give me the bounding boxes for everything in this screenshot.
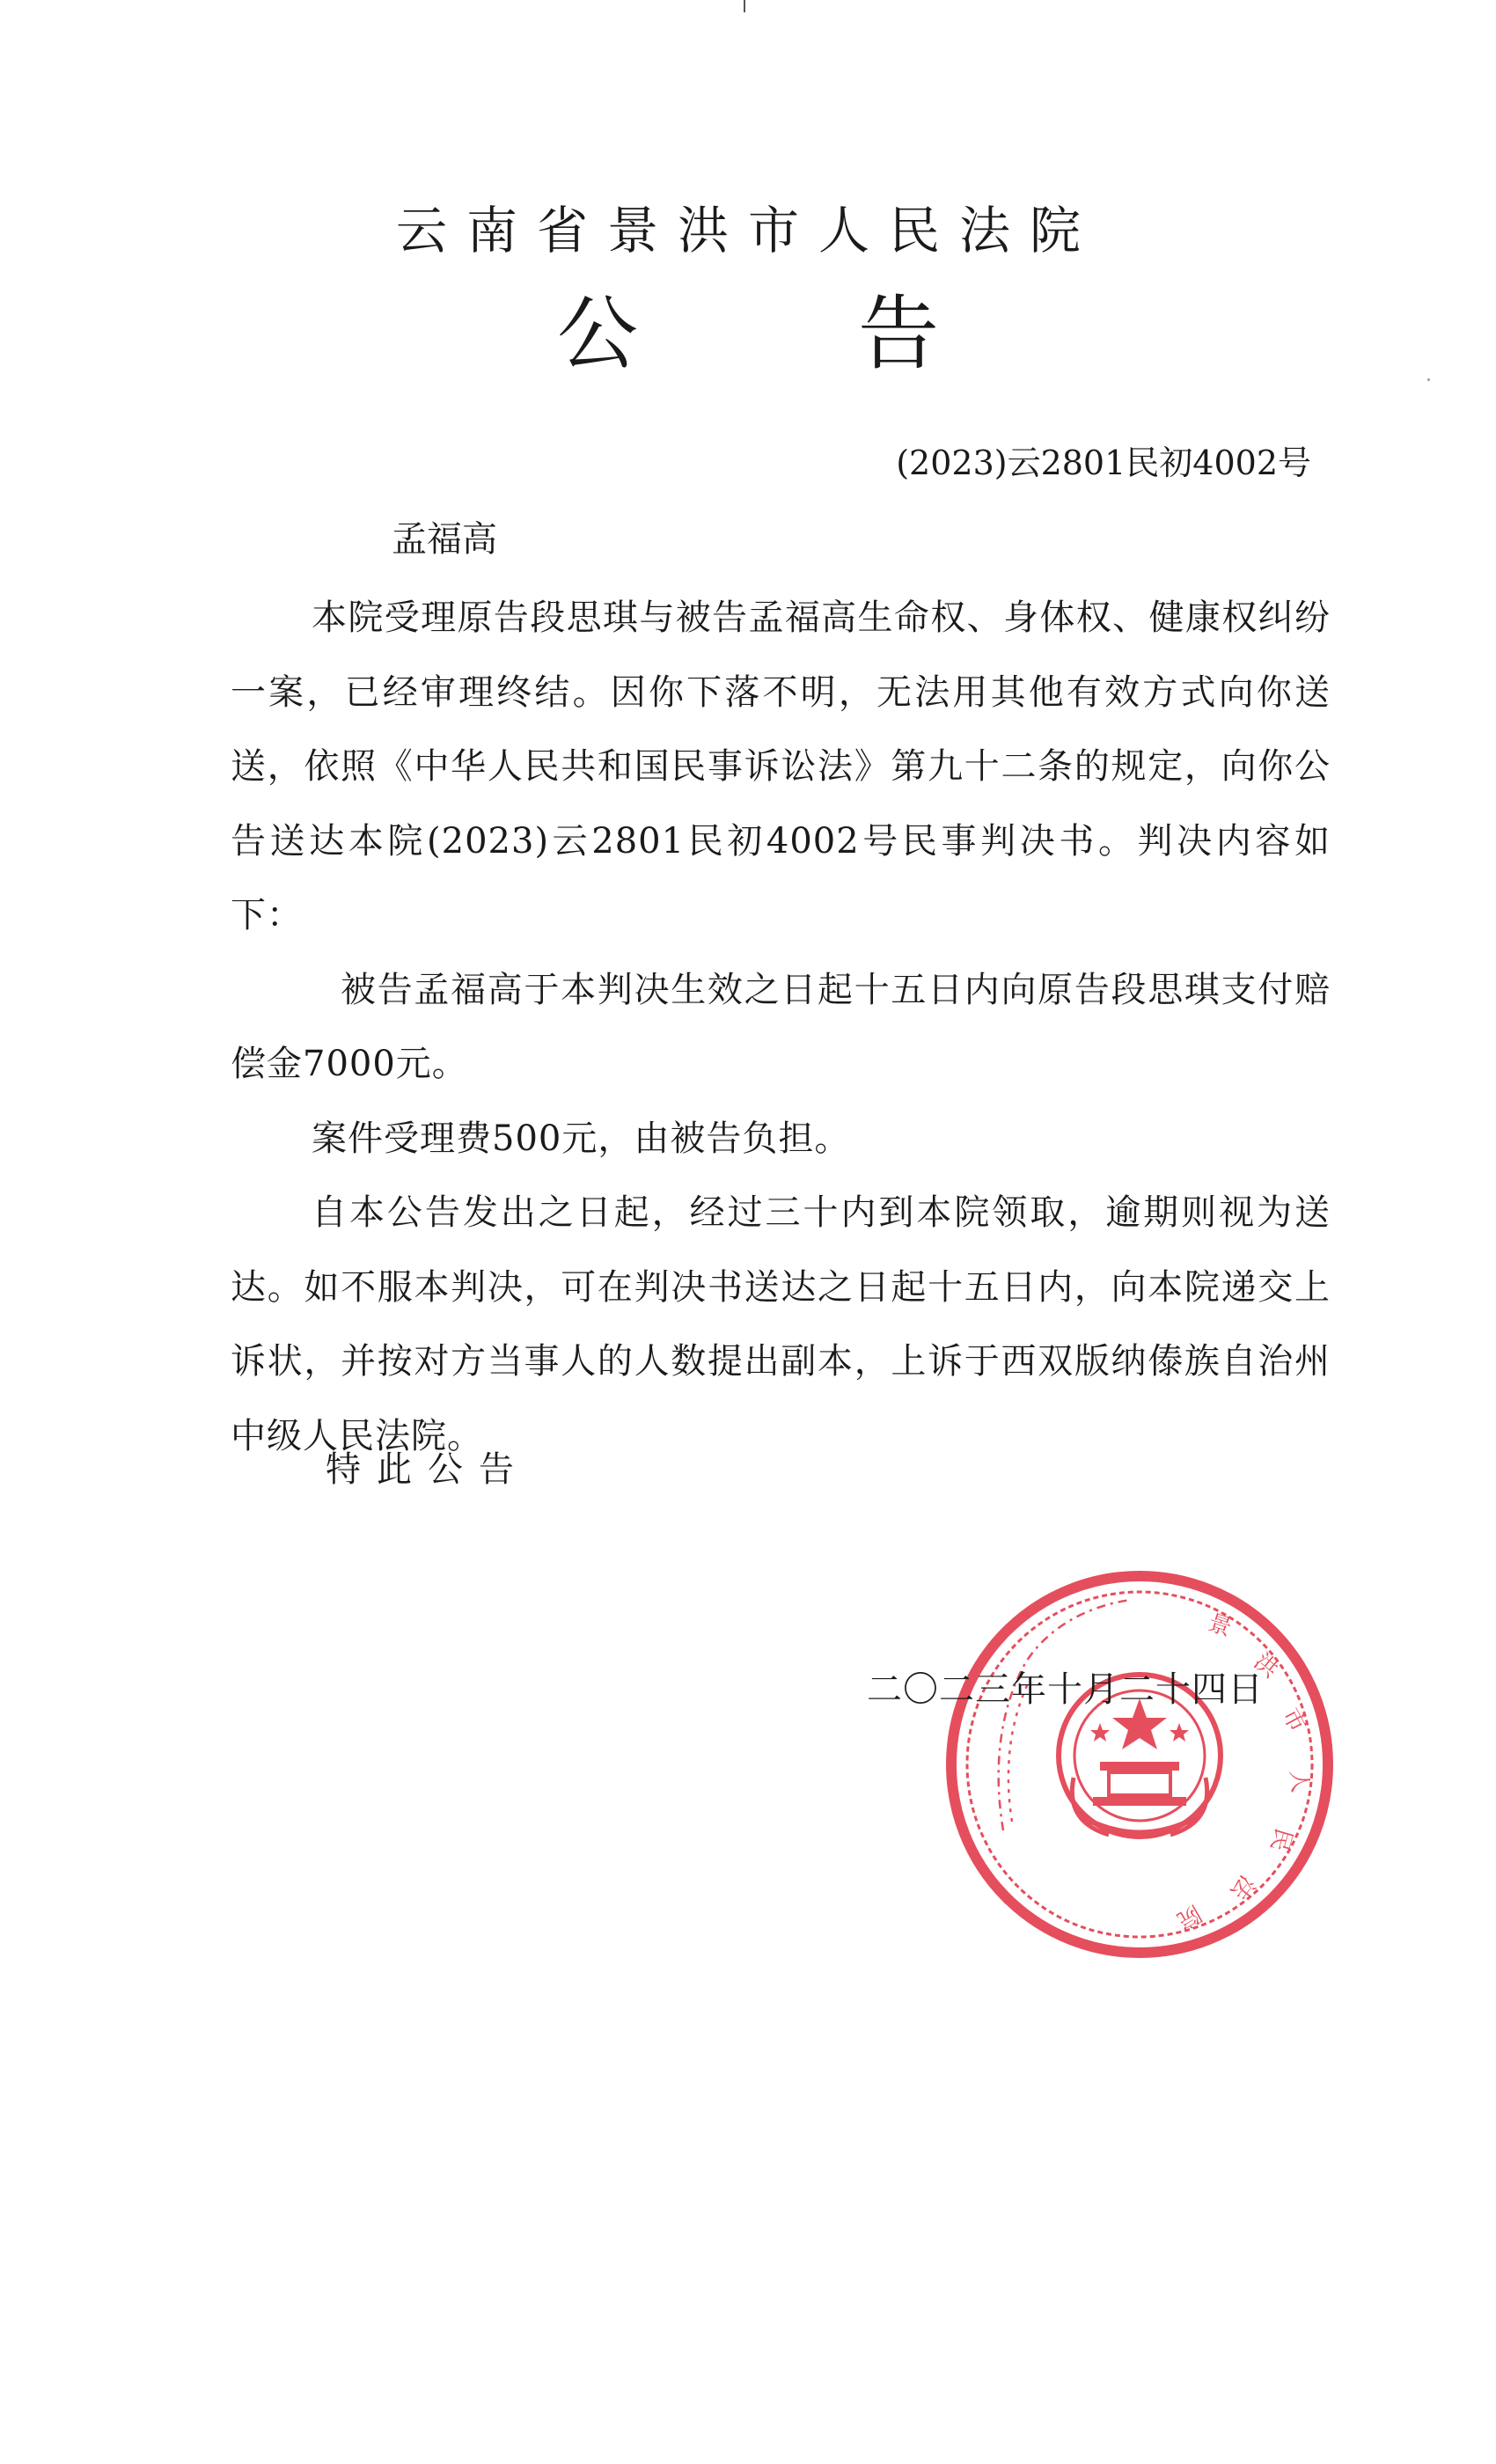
svg-text:景: 景 [1205,1610,1236,1642]
paragraph-fees: 案件受理费500元，由被告负担。 [312,1118,851,1159]
notice-title [0,282,1496,387]
addressee: 孟福高 [392,519,497,560]
svg-text:人: 人 [1284,1768,1314,1794]
scan-mark [744,0,745,12]
svg-text:法: 法 [1225,1870,1260,1905]
case-number: (2023)云2801民初4002号 [896,444,1311,482]
title-char-left: 公 [556,287,638,381]
notice-body [231,581,1331,1473]
notice-date: 二〇二三年十月二十四日 [867,1669,1264,1710]
svg-text:市: 市 [1276,1704,1311,1737]
title-char-right: 告 [858,287,940,381]
svg-text:洪: 洪 [1248,1648,1284,1683]
court-seal-stamp [942,1566,1338,1962]
paragraph-judgment: 被告孟福高于本判决生效之日起十五日内向原告段思琪支付赔偿金7000元。 [231,969,1331,1084]
paragraph-appeal: 自本公告发出之日起，经过三十内到本院领取，逾期则视为送达。如不服本判决，可在判决书送达之日起十五日内，向本院递交上诉状，并按对方当事人的人数提出副本，上诉于西双版纳傣族自治州中级人民法院。 [231,1192,1331,1456]
closing-line: 特此公告 [326,1449,530,1490]
svg-text:院: 院 [1172,1899,1206,1934]
paragraph-case-summary: 本院受理原告段思琪与被告孟福高生命权、身体权、健康权纠纷一案，已经审理终结。因你下落不明，无法用其他有效方式向你送送，依照《中华人民共和国民事诉讼法》第九十二条的规定，向你公告送达本院(2023)云2801民初4002号民事判决书。判决内容如下： [231,598,1331,935]
court-name: 云南省景洪市人民法院 [395,201,1100,260]
svg-text:民: 民 [1265,1824,1297,1855]
